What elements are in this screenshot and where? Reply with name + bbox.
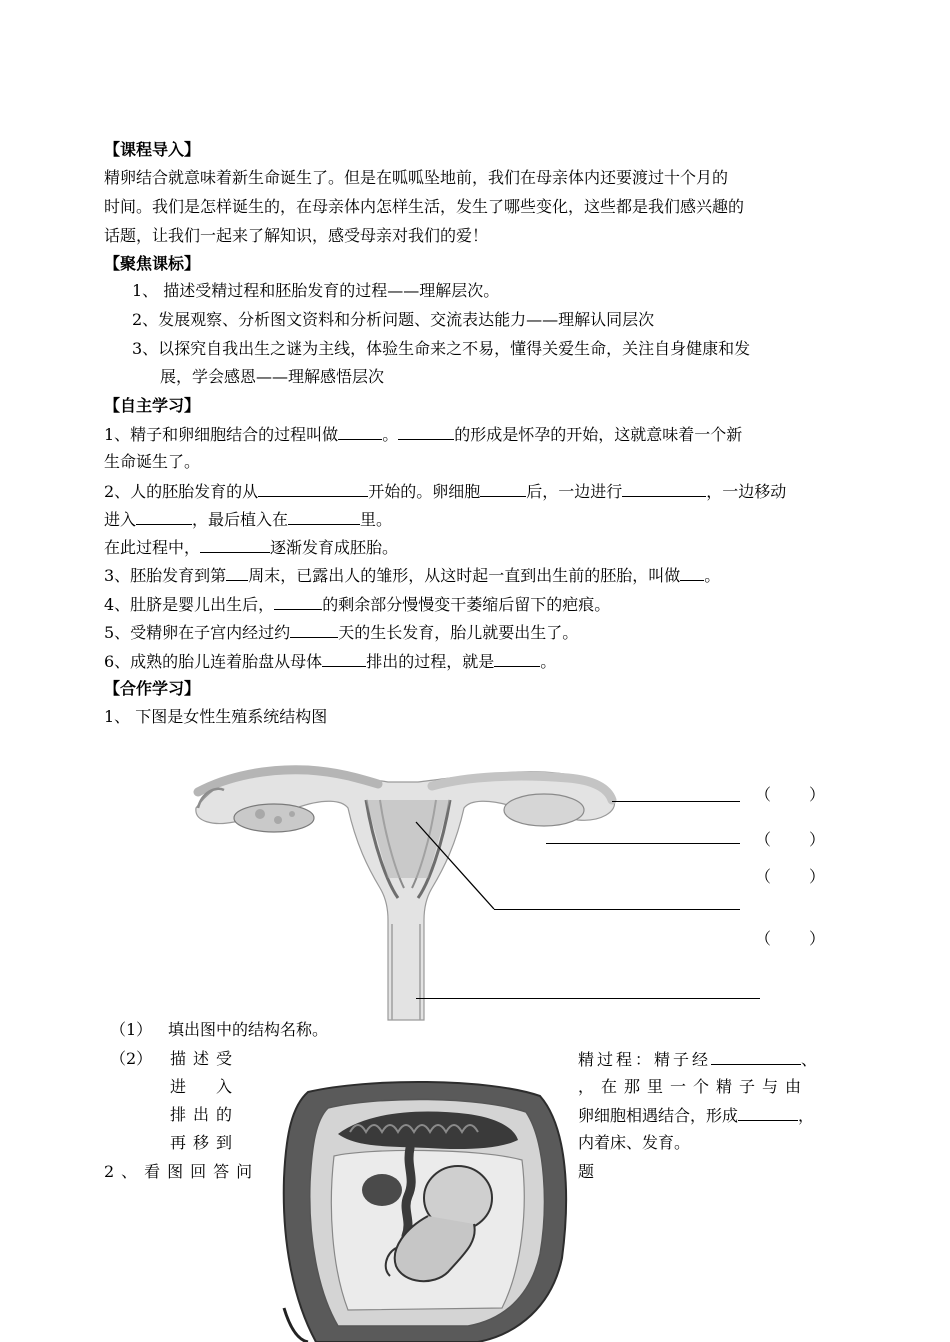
answer-blank[interactable] xyxy=(480,480,526,497)
fetus-in-womb-figure xyxy=(278,1078,570,1342)
answer-blank[interactable] xyxy=(680,564,704,581)
question-text: 进入 xyxy=(104,510,137,529)
label-leader-line xyxy=(546,843,740,844)
question-text: 4、肚脐是婴儿出生后， xyxy=(104,595,275,614)
sub-question-fragment: 排出的 xyxy=(170,1105,240,1124)
parenthesis-open: （ xyxy=(755,785,772,804)
parenthesis-open: （ xyxy=(755,929,772,948)
question-text: 后，一边进行 xyxy=(526,482,623,501)
parenthesis-open: （ xyxy=(755,830,772,849)
question-1-continued: 生命诞生了。 xyxy=(104,452,201,471)
sub-question-fragment: 题 xyxy=(578,1162,595,1181)
label-leader-diagonal xyxy=(414,820,498,912)
question-2-continued xyxy=(104,536,398,559)
label-leader-line xyxy=(494,909,740,910)
label-answer-box[interactable] xyxy=(755,784,825,806)
label-leader-line xyxy=(612,801,740,802)
answer-blank[interactable] xyxy=(258,480,368,497)
sub-question-number: （2） xyxy=(110,1049,153,1068)
question-text: 在此过程中， xyxy=(104,538,201,557)
question-text: 。 xyxy=(704,566,721,585)
intro-paragraph-line: 精卵结合就意味着新生命诞生了。但是在呱呱坠地前，我们在母亲体内还要渡过十个月的 xyxy=(104,168,729,187)
focus-item-3: 3、以探究自我出生之谜为主线，体验生命来之不易，懂得关爱生命，关注自身健康和发 xyxy=(132,339,751,358)
question-2-continued xyxy=(104,508,392,531)
question-text: 天的生长发育，胎儿就要出生了。 xyxy=(338,623,579,642)
question-text: 周末，已露出人的雏形，从这时起一直到出生前的胚胎，叫做 xyxy=(248,566,681,585)
parenthesis-close: ） xyxy=(808,929,825,948)
sub-question-fragment: 内着床、发育。 xyxy=(578,1133,691,1152)
cooperative-item-1: 1、 下图是女性生殖系统结构图 xyxy=(104,707,328,726)
answer-blank[interactable] xyxy=(322,650,366,667)
sub-question-fragment: 进 入 xyxy=(170,1077,240,1096)
sub-question-fragment xyxy=(578,1048,820,1071)
parenthesis-open: （ xyxy=(755,867,772,886)
question-text: 的剩余部分慢慢变干萎缩后留下的疤痕。 xyxy=(322,595,611,614)
section-heading-intro: 【课程导入】 xyxy=(104,140,201,159)
question-text: 3、胚胎发育到第 xyxy=(104,566,227,585)
label-answer-box[interactable] xyxy=(755,866,825,888)
question-text: 逐渐发育成胚胎。 xyxy=(270,538,399,557)
answer-blank[interactable] xyxy=(622,480,706,497)
question-2 xyxy=(104,480,786,503)
answer-blank[interactable] xyxy=(288,508,360,525)
label-answer-box[interactable] xyxy=(755,928,825,950)
focus-item-1: 1、 描述受精过程和胚胎发育的过程——理解层次。 xyxy=(132,281,500,300)
question-text: 。 xyxy=(382,425,399,444)
parenthesis-close: ） xyxy=(808,867,825,886)
question-1 xyxy=(104,423,742,446)
question-text: 里。 xyxy=(360,510,393,529)
question-text: 1、精子和卵细胞结合的过程叫做 xyxy=(104,425,339,444)
question-text: 。 xyxy=(540,652,557,671)
answer-blank[interactable] xyxy=(226,564,248,581)
intro-paragraph-line: 话题，让我们一起来了解知识，感受母亲对我们的爱！ xyxy=(104,226,489,245)
question-text: ，一边移动 xyxy=(706,482,787,501)
question-text: ，最后植入在 xyxy=(192,510,289,529)
sub-question-fragment: ，在那里一个精子与由 xyxy=(578,1077,809,1096)
question-text: 2、人的胚胎发育的从 xyxy=(104,482,259,501)
section-heading-self-study: 【自主学习】 xyxy=(104,396,201,415)
parenthesis-close: ） xyxy=(808,830,825,849)
cooperative-item-2: 2、看图回答问 xyxy=(104,1162,260,1181)
label-answer-box[interactable] xyxy=(755,829,825,851)
sub-question-text: 填出图中的结构名称。 xyxy=(168,1020,329,1039)
question-3 xyxy=(104,564,720,587)
focus-item-2: 2、发展观察、分析图文资料和分析问题、交流表达能力——理解认同层次 xyxy=(132,310,655,329)
answer-blank[interactable] xyxy=(738,1104,798,1121)
question-text: 的形成是怀孕的开始，这就意味着一个新 xyxy=(454,425,743,444)
answer-blank[interactable] xyxy=(290,621,338,638)
parenthesis-close: ） xyxy=(808,785,825,804)
question-6 xyxy=(104,650,556,673)
question-4 xyxy=(104,593,610,616)
answer-blank[interactable] xyxy=(200,536,270,553)
question-text: 、 xyxy=(801,1050,821,1069)
sub-question-number: （1） xyxy=(110,1020,153,1039)
answer-blank[interactable] xyxy=(338,423,382,440)
female-reproductive-system-figure xyxy=(188,748,628,1028)
section-heading-focus: 【聚焦课标】 xyxy=(104,254,201,273)
question-text: 开始的。卵细胞 xyxy=(368,482,481,501)
question-text: ， xyxy=(798,1106,815,1125)
answer-blank[interactable] xyxy=(494,650,540,667)
label-leader-line xyxy=(416,998,760,999)
focus-item-3-continued: 展，学会感恩——理解感悟层次 xyxy=(160,367,385,386)
sub-question-fragment: 描述受 xyxy=(170,1049,240,1068)
question-text: 5、受精卵在子宫内经过约 xyxy=(104,623,291,642)
section-heading-cooperative: 【合作学习】 xyxy=(104,679,201,698)
answer-blank[interactable] xyxy=(274,593,322,610)
question-text: 6、成熟的胎儿连着胎盘从母体 xyxy=(104,652,323,671)
sub-question-fragment: 再移到 xyxy=(170,1133,240,1152)
question-text: 卵细胞相遇结合，形成 xyxy=(578,1106,739,1125)
question-text: 排出的过程，就是 xyxy=(366,652,495,671)
sub-question-fragment xyxy=(578,1104,814,1127)
question-5 xyxy=(104,621,578,644)
answer-blank[interactable] xyxy=(136,508,192,525)
answer-blank[interactable] xyxy=(398,423,454,440)
question-text: 精过程：精子经 xyxy=(578,1050,712,1069)
intro-paragraph-line: 时间。我们是怎样诞生的，在母亲体内怎样生活，发生了哪些变化，这些都是我们感兴趣的 xyxy=(104,197,745,216)
answer-blank[interactable] xyxy=(711,1048,801,1065)
